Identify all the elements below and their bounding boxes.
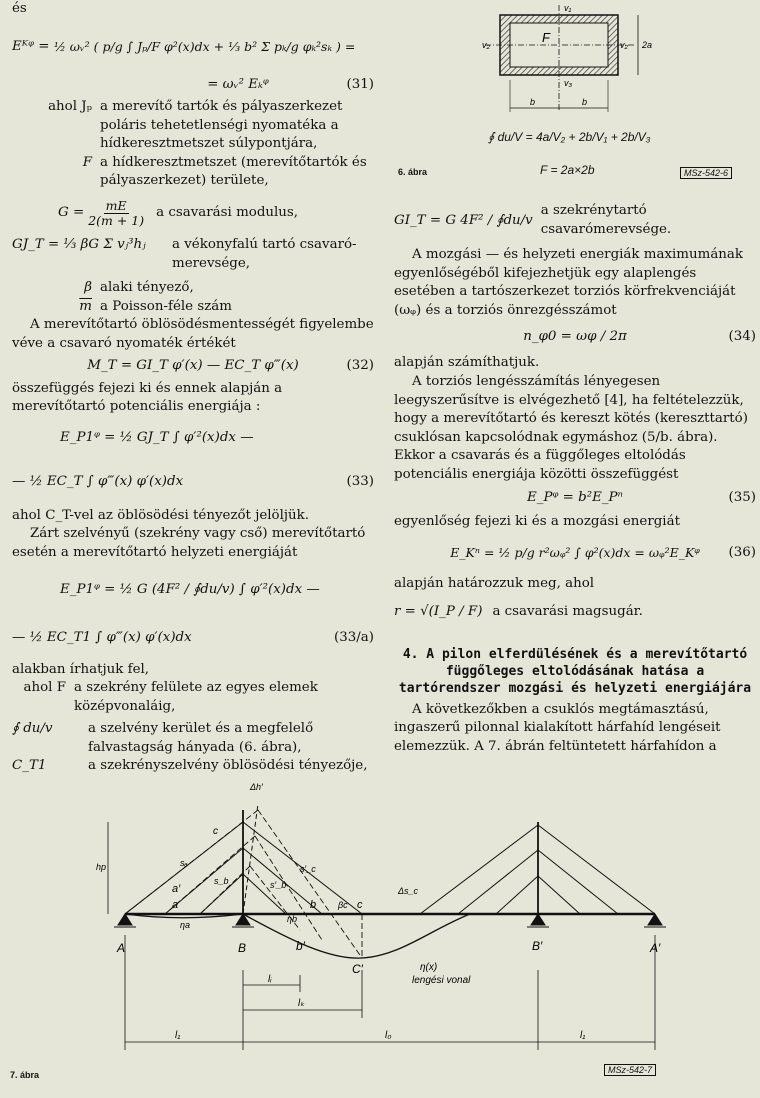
node-A-prime: A′ (650, 941, 661, 955)
def-jp-txt: a merevítő tartók és pályaszerkezet poláris tehetetlenségi nyomatéka a hídkeresztmetszet súlypontjára, (100, 99, 343, 152)
node-b-prime: b′ (296, 939, 305, 953)
label-delta-sc: Δs_c (398, 886, 419, 896)
equation-g (58, 199, 374, 228)
eq33-line2: — ½ EC_T ∫ φ‴(x) φ′(x)dx (12, 474, 184, 490)
def-f-txt: a hídkeresztmetszet (merevítőtartók és pályaszerkezet) területe, (100, 154, 367, 189)
equation-31 (12, 22, 374, 72)
eq-r-txt: a csavarási magsugár. (492, 604, 643, 620)
label-l-k: lₖ (298, 998, 305, 1009)
def-f2-sym: ahol F (23, 680, 66, 696)
eq33a-number: (33/a) (334, 630, 374, 646)
eq35-number: (35) (728, 490, 756, 506)
label-c-small: c (213, 826, 218, 837)
def-ct1-txt: a szekrényszelvény öblösödési tényezője, (88, 758, 368, 774)
def-ct1-sym: C_T1 (12, 758, 47, 774)
fig7-ref: MSz-542-7 (604, 1064, 656, 1076)
def-beta-txt: alaki tényező, (100, 280, 194, 296)
fig6-label-v2-right: v₂ (620, 40, 628, 50)
label-hp: hp (96, 862, 107, 872)
def-beta-sym: β (84, 280, 92, 296)
equation-34 (394, 322, 756, 352)
def-beta (12, 279, 374, 298)
def-f (12, 154, 374, 191)
fig6-label-2a: 2a (642, 40, 653, 50)
left-para-4: Zárt szelvényű (szekrény vagy cső) merevítőtartó esetén a merevítőtartó helyzeti energiáját (12, 526, 366, 560)
eq-g-den: 2(m + 1) (88, 212, 145, 228)
eq36-body: E_Kⁿ = ½ p/g r²ωᵩ² ∫ φ²(x)dx = ωᵩ²E_Kᵠ (450, 544, 700, 560)
eq31-rhs: = ωᵥ² Eₖᵠ (207, 76, 269, 92)
fig6-label-b2: b (582, 97, 588, 107)
label-l-1: l₁ (175, 1030, 181, 1041)
def-f-sym: F (82, 154, 92, 170)
eq33-line1: E_P1ᵠ = ½ GJ_T ∫ φ′²(x)dx — (60, 430, 254, 446)
left-para-5: alakban írhatjuk fel, (12, 661, 150, 677)
eq-git-body: GI_T = G 4F² / ∮du/v (394, 212, 533, 228)
equation-33a-line1 (12, 565, 374, 617)
fig7-caption: 7. ábra (10, 1070, 40, 1080)
label-eta-a: ηa (180, 920, 191, 930)
def-m-txt: a Poisson-féle szám (100, 298, 232, 314)
fig6-label-b1: b (530, 97, 536, 107)
left-para-3: ahol C_T-vel az öblösödési tényezőt jelöljük. (12, 507, 310, 523)
left-para-2: összefüggés fejezi ki és ennek alapján a merevítőtartó potenciális energiája : (12, 380, 283, 415)
node-A: A (117, 941, 126, 955)
equation-r (394, 594, 756, 632)
equation-33a-line2 (12, 619, 374, 659)
figure-7 (0, 770, 760, 1090)
equation-31-rhs (12, 74, 374, 96)
right-para-4: egyenlőség fejezi ki és a mozgási energiát (394, 513, 680, 529)
node-B: B (238, 941, 247, 955)
def-f2-txt: a szekrény felülete az egyes elemek középvonaláig, (74, 680, 318, 714)
def-du-txt: a szelvény kerület és a megfelelő falvastagság hányada (6. ábra), (88, 721, 314, 755)
label-l-1b: l₁ (580, 1030, 586, 1041)
es-word: és (12, 1, 27, 16)
left-para-1: A merevítőtartó öblösödésmentességét figyelembe véve a csavaró nyomaték értékét (12, 317, 374, 351)
right-para-2: alapján számíthatjuk. (394, 355, 540, 371)
equation-gjt (12, 236, 374, 273)
eq31-body: ½ ωᵥ² ( p/g ∫ Jₚ/F φ²(x)dx + ⅓ b² Σ pₖ/g φₖ²sₖ ) = (53, 38, 356, 54)
label-lengesi-vonal: lengési vonal (412, 975, 471, 986)
right-para-1: A mozgási — és helyzeti energiák maximumának egyenlőségéből kifejezhetjük egy alaplengés esetében a tartószerkezet torziós körfrekvenciáját (ωᵩ) és a torziós önrezgésszámot (394, 247, 744, 318)
supports (114, 914, 666, 927)
def-jp-sym: ahol Jₚ (48, 99, 92, 114)
eq-g-num: mE (105, 197, 127, 213)
label-eta-x: η(x) (420, 962, 438, 973)
eq32-body: M_T = GI_T φ′(x) — EC_T φ‴(x) (87, 358, 299, 374)
node-C-prime: C′ (352, 962, 363, 976)
eq33a-line2: — ½ EC_T1 ∫ φ‴(x) φ′(x)dx (12, 630, 192, 646)
eq31-lhs: Eᴷᵠ = (12, 38, 50, 54)
eq-gjt-txt: a vékonyfalú tartó csavaró-merevsége, (172, 236, 357, 271)
label-delta-h: Δh′ (250, 782, 263, 792)
label-c: c (357, 899, 363, 911)
label-s-b-prime: s′_b (270, 880, 287, 890)
fig6-label-v3: v₃ (564, 78, 573, 88)
eq-g-txt: a csavarási modulus, (156, 205, 299, 221)
right-column (394, 196, 756, 757)
fig6-formula: ∮ du/V = 4a/V₂ + 2b/V₁ + 2b/V₃ (488, 130, 651, 144)
label-b: b (310, 899, 317, 911)
equation-git (394, 196, 756, 246)
section-heading: 4. A pilon elferdülésének és a merevítőtartó függőleges eltolódásának hatása a tartórendszer mozgási és helyzeti energiájára (398, 646, 752, 696)
eq-gjt-lhs: GJ_T = ⅓ βG Σ vⱼ³hⱼ (12, 236, 146, 252)
fig6-ref: MSz-542-6 (680, 167, 732, 179)
eq31-number: (31) (346, 76, 374, 92)
equation-36 (394, 533, 756, 573)
equation-33-line2 (12, 461, 374, 505)
eq-g-lhs: G = (58, 205, 85, 221)
label-s-c-prime: s′_c (300, 864, 316, 874)
def-f2 (12, 679, 374, 716)
fig6-caption: 6. ábra (398, 167, 428, 177)
equation-35 (394, 487, 756, 511)
def-du (12, 720, 374, 757)
def-m-sym: $\overline{m}$ (79, 298, 92, 314)
label-a-prime: a′ (172, 883, 181, 895)
fig6-label-F: F (542, 30, 550, 45)
eq-git-txt: a szekrénytartó csavarómerevsége. (540, 203, 672, 237)
fig6-area: F = 2a×2b (540, 163, 595, 177)
label-beta-c: βc (338, 900, 348, 910)
def-jp (12, 98, 374, 154)
left-column (12, 0, 374, 776)
def-m (12, 298, 374, 317)
equation-33-line1 (12, 419, 374, 459)
right-para-3: A torziós lengésszámítás lényegesen leegyszerűsítve is elvégezhető [4], ha feltételezzük, hogy a merevítőtartó és kereszt kötés (kereszttartó) csuklósan kapcsolódnak egymáshoz (5/b. ábra). Ekkor a csavarás és a függőleges eltolódás potenciális energiája közötti összefüggést (394, 373, 748, 482)
eq35-body: E_Pᵠ = b²E_Pⁿ (527, 490, 623, 506)
eq36-number: (36) (728, 544, 756, 560)
dimension-lines (108, 822, 655, 1050)
eq32-number: (32) (346, 358, 374, 374)
eq-r-body: r = √(I_P / F) (394, 604, 483, 620)
eq33-number: (33) (346, 474, 374, 490)
node-B-prime: B′ (532, 939, 543, 953)
eq33a-line1: E_P1ᵠ = ½ G (4F² / ∮du/v) ∫ φ′²(x)dx — (60, 582, 320, 598)
eq34-body: n_φ0 = ωφ / 2π (523, 329, 627, 345)
eq34-number: (34) (728, 329, 756, 345)
label-a: a (172, 899, 179, 911)
fig6-label-v2-left: v₂ (482, 40, 490, 50)
label-l-i: lᵢ (268, 974, 272, 985)
figure-6 (470, 0, 670, 150)
label-s-b: s_b (214, 876, 229, 886)
right-para-5: alapján határozzuk meg, ahol (394, 576, 595, 592)
label-l-0: l₀ (385, 1030, 392, 1041)
equation-32 (12, 356, 374, 378)
fig6-label-v1: v₁ (564, 3, 572, 13)
right-para-6: A következőkben a csuklós megtámasztású, ingaszerű pilonnal kialakított hárfahíd lengéseit elemezzük. A 7. ábrán feltüntetett hárfahídon a (394, 701, 721, 754)
def-du-sym: ∮ du/v (12, 721, 53, 737)
label-eta-b: ηb (287, 914, 298, 924)
eq-g-frac (86, 199, 146, 228)
label-s-a: sₐ (180, 858, 188, 868)
